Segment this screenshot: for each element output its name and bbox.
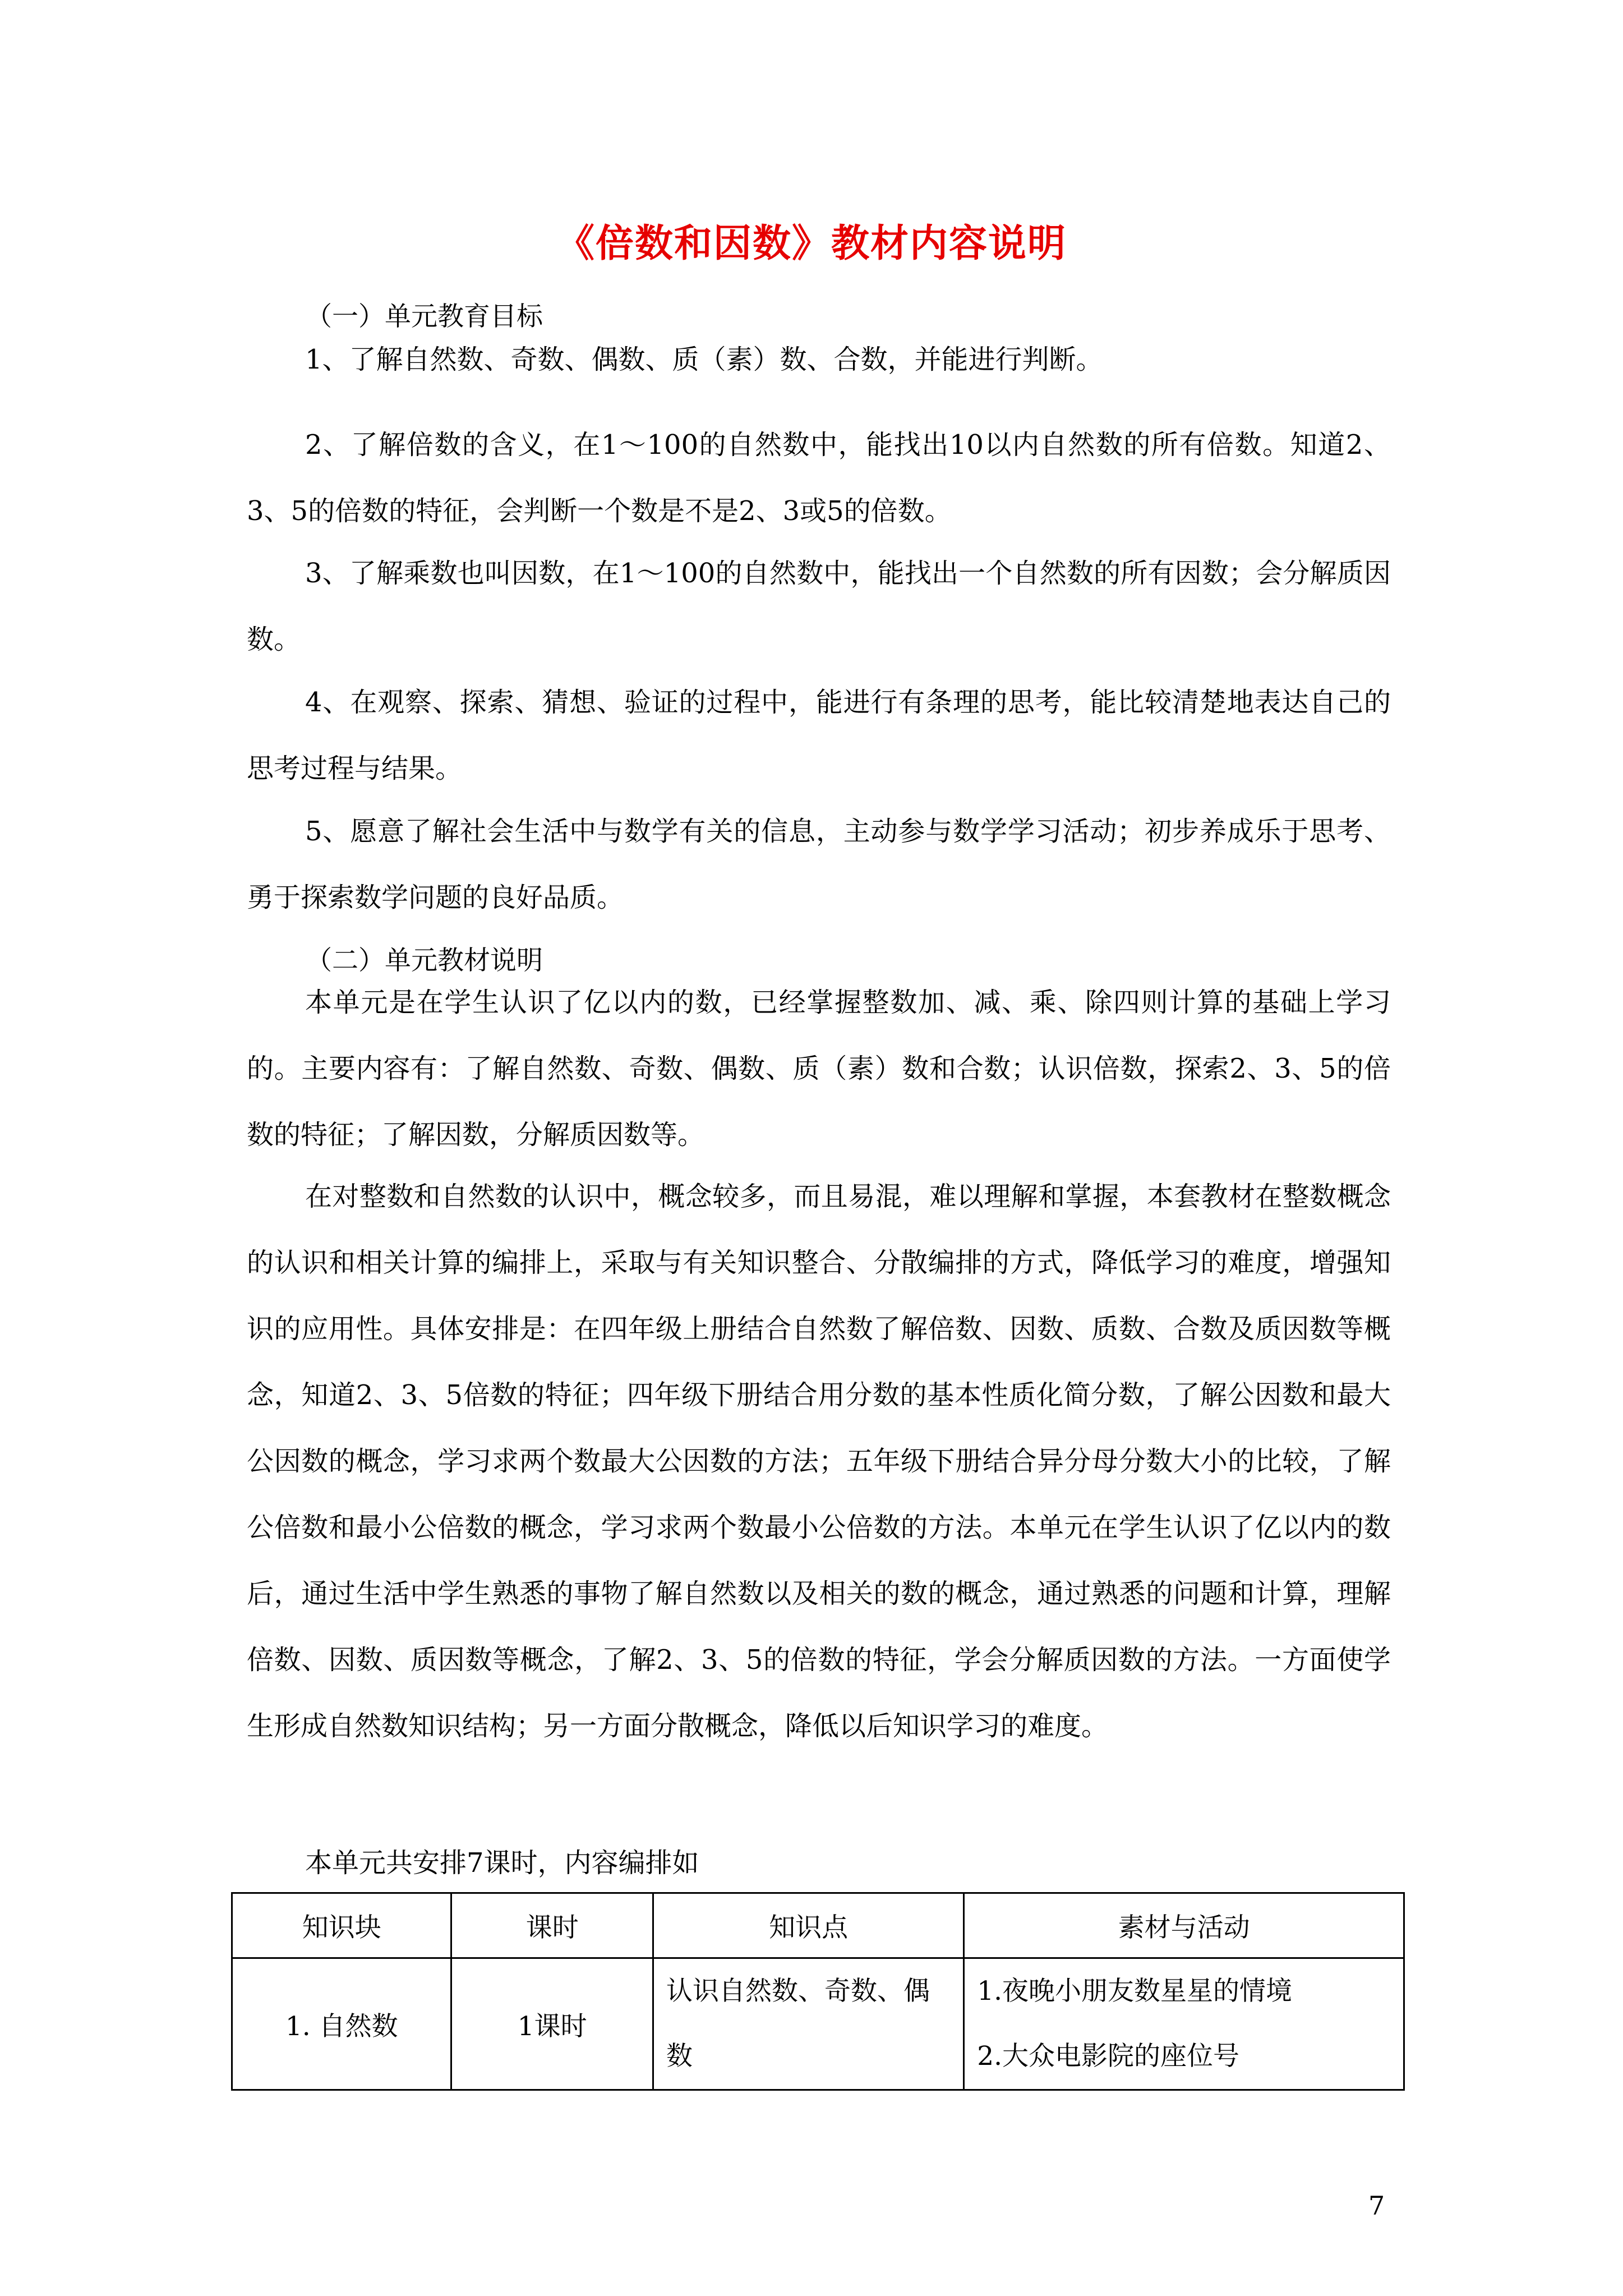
goal-paragraph: 2、了解倍数的含义，在1～100的自然数中，能找出10以内自然数的所有倍数。知道2、3、5的倍数的特征，会判断一个数是不是2、3或5的倍数。	[247, 429, 1391, 527]
materials-paragraph: 本单元共安排7课时，内容编排如	[305, 1847, 699, 1879]
goal-paragraph: 3、了解乘数也叫因数，在1～100的自然数中，能找出一个自然数的所有因数；会分解质因数。	[247, 558, 1391, 655]
material-item: 2.大众电影院的座位号	[977, 2041, 1240, 2072]
goal-paragraph: 1、了解自然数、奇数、偶数、质（素）数、合数，并能进行判断。	[305, 344, 1103, 375]
goal-paragraph: 4、在观察、探索、猜想、验证的过程中，能进行有条理的思考，能比较清楚地表达自己的思考过程与结果。	[247, 687, 1391, 784]
table-cell-point: 认识自然数、奇数、偶数	[653, 1958, 963, 2090]
table-row	[232, 1958, 1404, 2090]
materials-paragraph: 在对整数和自然数的认识中，概念较多，而且易混，难以理解和掌握，本套教材在整数概念的认识和相关计算的编排上，采取与有关知识整合、分散编排的方式，降低学习的难度，增强知识的应用性。具体安排是：在四年级上册结合自然数了解倍数、因数、质数、合数及质因数等概念，知道2、3、5倍数的特征；四年级下册结合用分数的基本性质化简分数，了解公因数和最大公因数的概念，学习求两个数最大公因数的方法；五年级下册结合异分母分数大小的比较，了解公倍数和最小公倍数的概念，学习求两个数最小公倍数的方法。本单元在学生认识了亿以内的数后，通过生活中学生熟悉的事物了解自然数以及相关的数的概念，通过熟悉的问题和计算，理解倍数、因数、质因数等概念，了解2、3、5的倍数的特征，学会分解质因数的方法。一方面使学生形成自然数知识结构；另一方面分散概念，降低以后知识学习的难度。	[247, 1181, 1391, 1742]
materials-paragraph: 本单元是在学生认识了亿以内的数，已经掌握整数加、减、乘、除四则计算的基础上学习的。主要内容有：了解自然数、奇数、偶数、质（素）数和合数；认识倍数，探索2、3、5的倍数的特征；了解因数，分解质因数等。	[247, 987, 1391, 1151]
material-item: 1.夜晚小朋友数星星的情境	[977, 1976, 1293, 2007]
materials-heading: （二）单元教材说明	[306, 945, 543, 976]
document-title: 《倍数和因数》教材内容说明	[556, 221, 1067, 266]
page-number: 7	[1368, 2191, 1385, 2221]
lesson-table	[231, 1892, 1405, 2091]
table-cell-block: 1. 自然数	[232, 1958, 451, 2090]
table-header: 知识块	[232, 1893, 451, 1958]
table-cell-materials	[964, 1958, 1404, 2090]
table-header-row	[232, 1893, 1404, 1958]
goal-paragraph: 5、愿意了解社会生活中与数学有关的信息，主动参与数学学习活动；初步养成乐于思考、勇于探索数学问题的良好品质。	[247, 816, 1391, 913]
table-cell-hours: 1课时	[451, 1958, 653, 2090]
table-header: 知识点	[653, 1893, 963, 1958]
table-header: 课时	[451, 1893, 653, 1958]
goals-heading: （一）单元教育目标	[306, 301, 543, 332]
table-header: 素材与活动	[964, 1893, 1404, 1958]
